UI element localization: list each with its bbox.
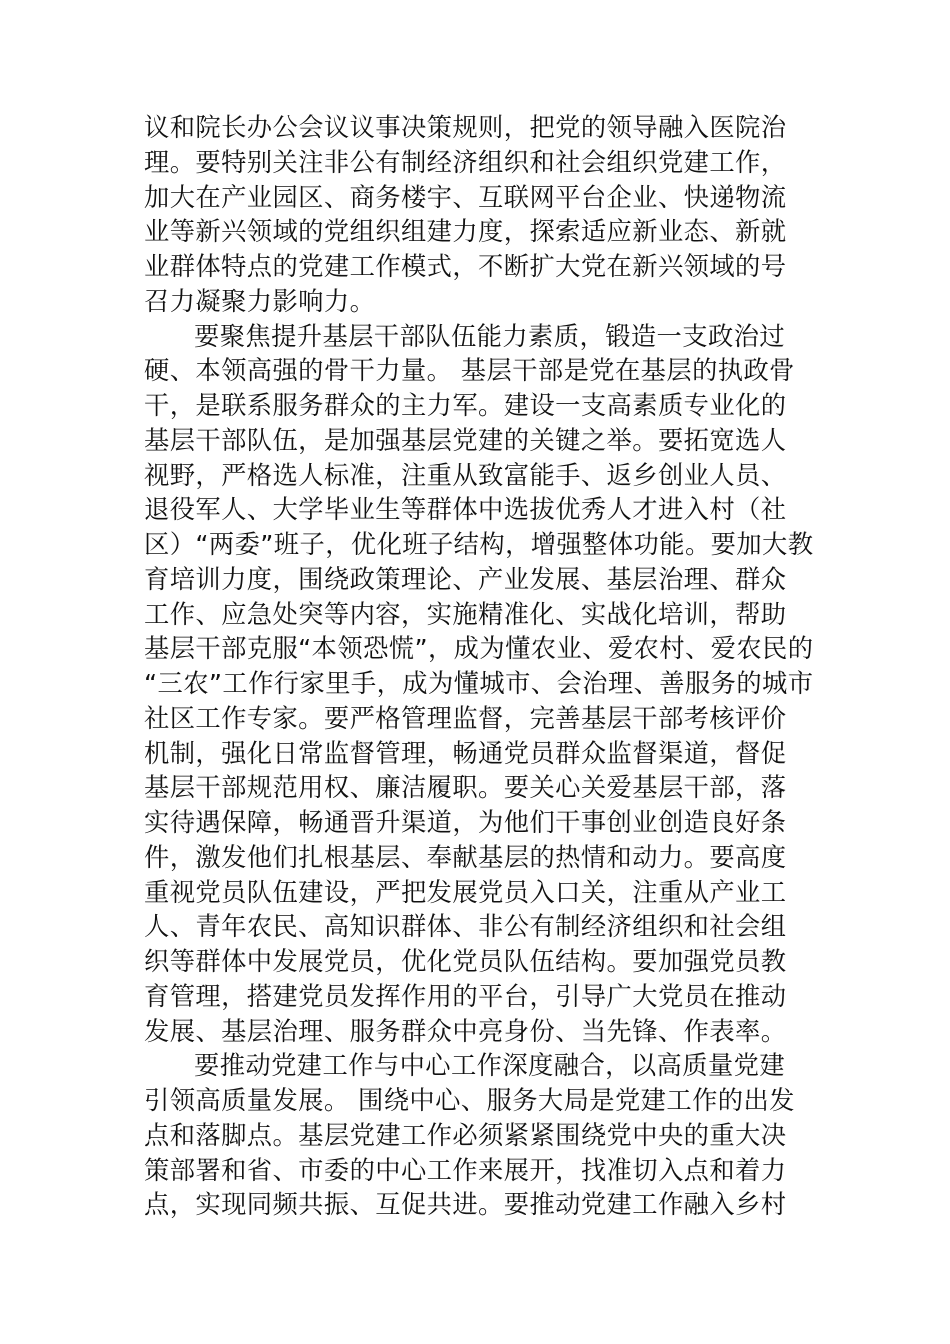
text-line: 硬、本领高强的骨干力量。 基层干部是党在基层的执政骨 [144, 356, 795, 386]
text-line: 社区工作专家。要严格管理监督，完善基层干部考核评价 [144, 703, 787, 733]
text-line: 基层干部队伍，是加强基层党建的关键之举。要拓宽选人 [144, 425, 787, 455]
text-line: 退役军人、大学毕业生等群体中选拔优秀人才进入村（社 [144, 495, 787, 525]
text-line: 件，激发他们扎根基层、奉献基层的热情和动力。要高度 [144, 842, 787, 872]
text-line: 织等群体中发展党员，优化党员队伍结构。要加强党员教 [144, 947, 787, 976]
text-line: 育管理，搭建党员发挥作用的平台，引导广大党员在推动 [144, 981, 787, 1011]
text-line: 引领高质量发展。 围绕中心、服务大局是党建工作的出发 [144, 1086, 795, 1115]
text-line: 区）“两委”班子，优化班子结构，增强整体功能。要加大教 [144, 530, 814, 559]
text-line: 发展、基层治理、服务群众中亮身份、当先锋、作表率。 [144, 1016, 787, 1046]
text-line: 加大在产业园区、商务楼宇、互联网平台企业、快递物流 [144, 182, 787, 212]
text-line: 基层干部克服“本领恐慌”，成为懂农业、爱农村、爱农民的 [144, 634, 814, 664]
text-line: 干，是联系服务群众的主力军。建设一支高素质专业化的 [144, 391, 787, 420]
text-line: 人、青年农民、高知识群体、非公有制经济组织和社会组 [144, 912, 787, 942]
text-line: 业群体特点的党建工作模式，不断扩大党在新兴领域的号 [144, 252, 787, 281]
text-line: 点，实现同频共振、互促共进。要推动党建工作融入乡村 [144, 1190, 787, 1220]
text-line: 业等新兴领域的党组织组建力度，探索适应新业态、新就 [144, 217, 787, 247]
paragraph-first-line: 要推动党建工作与中心工作深度融合，以高质量党建 [194, 1051, 786, 1081]
text-line: 育培训力度，围绕政策理论、产业发展、基层治理、群众 [144, 564, 787, 594]
body-text [144, 111, 814, 1223]
text-line: 机制，强化日常监督管理，畅通党员群众监督渠道，督促 [144, 738, 787, 768]
text-line: 实待遇保障，畅通晋升渠道，为他们干事创业创造良好条 [144, 808, 787, 837]
text-line: 策部署和省、市委的中心工作来展开，找准切入点和着力 [144, 1155, 787, 1185]
text-line: 视野，严格选人标准，注重从致富能手、返乡创业人员、 [144, 460, 787, 490]
text-line: 议和院长办公会议议事决策规则，把党的领导融入医院治 [144, 113, 787, 142]
text-line: 工作、应急处突等内容，实施精准化、实战化培训，帮助 [144, 599, 787, 629]
text-line: 理。要特别关注非公有制经济组织和社会组织党建工作， [144, 147, 787, 177]
text-line: 点和落脚点。基层党建工作必须紧紧围绕党中央的重大决 [144, 1120, 787, 1150]
text-line: 召力凝聚力影响力。 [144, 286, 376, 316]
text-line: 基层干部规范用权、廉洁履职。要关心关爱基层干部，落 [144, 773, 787, 803]
text-line: 重视党员队伍建设，严把发展党员入口关，注重从产业工 [144, 877, 787, 907]
text-line: “三农”工作行家里手，成为懂城市、会治理、善服务的城市 [144, 669, 814, 698]
paragraph-first-line: 要聚焦提升基层干部队伍能力素质，锻造一支政治过 [194, 321, 786, 351]
